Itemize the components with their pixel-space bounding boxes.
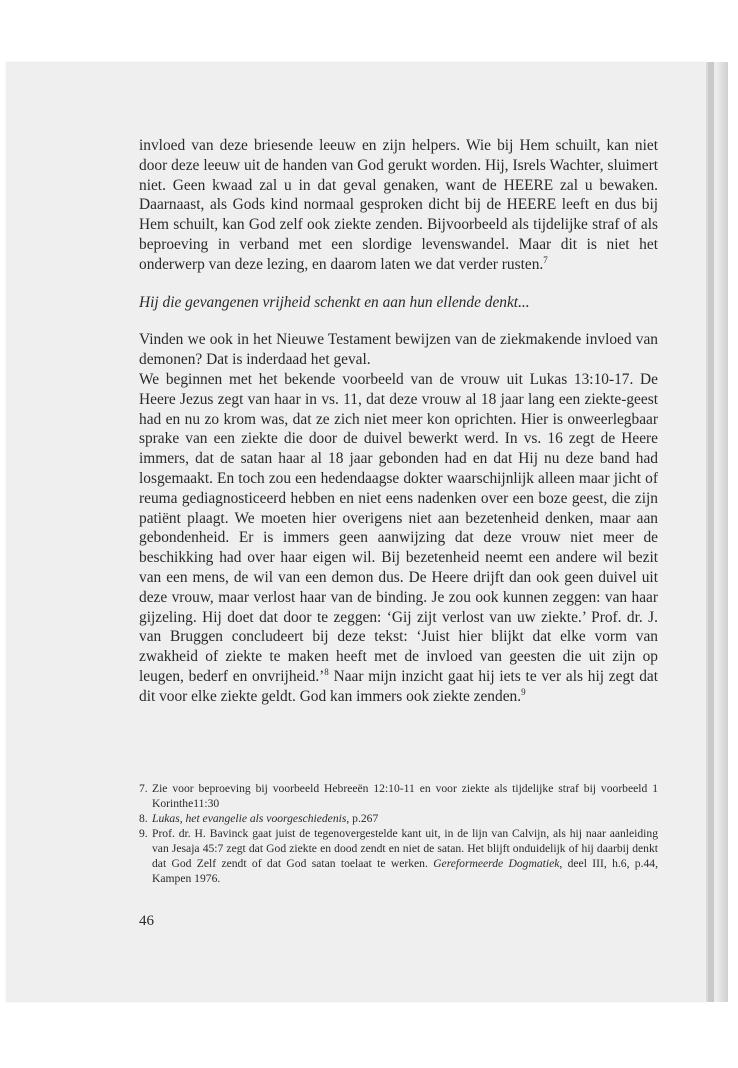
footnote-8 [139, 811, 658, 826]
body-text [139, 136, 658, 707]
paragraph-3: We beginnen met het bekende voorbeeld van de vrouw uit Lukas 13:10-17. De Heere Jezus zegt van haar in vs. 11, dat deze vrouw al 18 jaar lang een ziekte-geest had en nu zo krom was, dat ze zich niet meer kon oprichten. Hier is onweerlegbaar sprake van een ziekte die door de duivel bewerkt werd. In vs. 16 zegt de Heere immers, dat de satan haar al 18 jaar gebonden had en dat Hij nu deze band had losgemaakt. En toch zou een hedendaagse dokter waarschijnlijk alleen maar jicht of reuma gediagnosticeerd hebben en niet eens nadenken over een boze geest, die zijn patiënt plaagt. We moeten hier overigens niet aan bezetenheid denken, maar aan gebondenheid. Er is immers geen aanwijzing dat deze vrouw niet meer de beschikking had over haar eigen wil. Bij bezetenheid neemt een andere wil bezit van een mens, de wil van een demon dus. De Heere drijft dan ook geen duivel uit deze vrouw, maar verlost haar van de binding. Je zou ook kunnen zeggen: van haar gijzeling. Hij doet dat door te zeggen: ‘Gij zijt verlost van uw ziekte.’ Prof. dr. J. van Bruggen concludeert bij deze tekst: ‘Juist hier blijkt dat elke vorm van zwakheid of ziekte te maken heeft met de invloed van geesten die uit zijn op leugen, bederf en onvrijheid.’$^8$ Naar mijn inzicht gaat hij iets te ver als hij zegt dat dit voor elke ziekte geldt. God kan immers ook ziekte zenden.$^9$ [139, 370, 658, 705]
footnote-text: Prof. dr. H. Bavinck gaat juist de tegenovergestelde kant uit, in de lijn van Calvijn, als hij naar aanleiding van Jesaja 45:7 zegt dat God ziekte en dood zendt en niet de satan. Het blijft onduidelijk of hij daarbij denkt dat God Zelf zendt of dat God satan toelaat te werken. Gereformeerde Dogmatiek, deel III, h.6, p.44, Kampen 1976. [152, 827, 658, 885]
footnote-ref-7[interactable]: 7 [543, 254, 548, 265]
footnote-ref-8[interactable]: 8 [324, 666, 329, 677]
paragraph-2: Vinden we ook in het Nieuwe Testament bewijzen van de ziekmakende invloed van demonen? Dat is inderdaad het geval. [139, 331, 658, 369]
page-edge-shadow [708, 62, 714, 1002]
section-subheading: Hij die gevangenen vrijheid schenkt en aan hun ellende denkt... [139, 293, 530, 311]
paragraph-1: invloed van deze briesende leeuw en zijn helpers. Wie bij Hem schuilt, kan niet door deze leeuw uit de handen van God gerukt worden. Hij, Isrels Wachter, sluimert niet. Geen kwaad zal u in dat geval genaken, want de HEERE zal u bewaken. Daarnaast, als Gods kind normaal gesproken dicht bij de HEERE leeft en dus bij Hem schuilt, kan God zelf ook ziekte zenden. Bijvoorbeeld als tijdelijke straf of als beproeving in verband met een slordige levenswandel. Maar dit is niet het onderwerp van deze lezing, en daarom laten we dat verder rusten.$^7$ [139, 137, 658, 273]
footnote-number: 8. [139, 812, 148, 825]
footnote-ref-9[interactable]: 9 [521, 686, 526, 697]
footnote-text: Lukas, het evangelie als voorgeschiedenis, p.267 [152, 812, 379, 825]
footnote-7 [139, 781, 658, 811]
footnote-number: 9. [139, 827, 148, 840]
footnotes [139, 781, 658, 886]
page-number: 46 [139, 913, 154, 929]
footnote-number: 7. [139, 782, 148, 795]
footnote-text: Zie voor beproeving bij voorbeeld Hebreeën 12:10-11 en voor ziekte als tijdelijke straf bij voorbeeld 1 Korinthe11:30 [152, 782, 658, 810]
footnote-9 [139, 826, 658, 886]
